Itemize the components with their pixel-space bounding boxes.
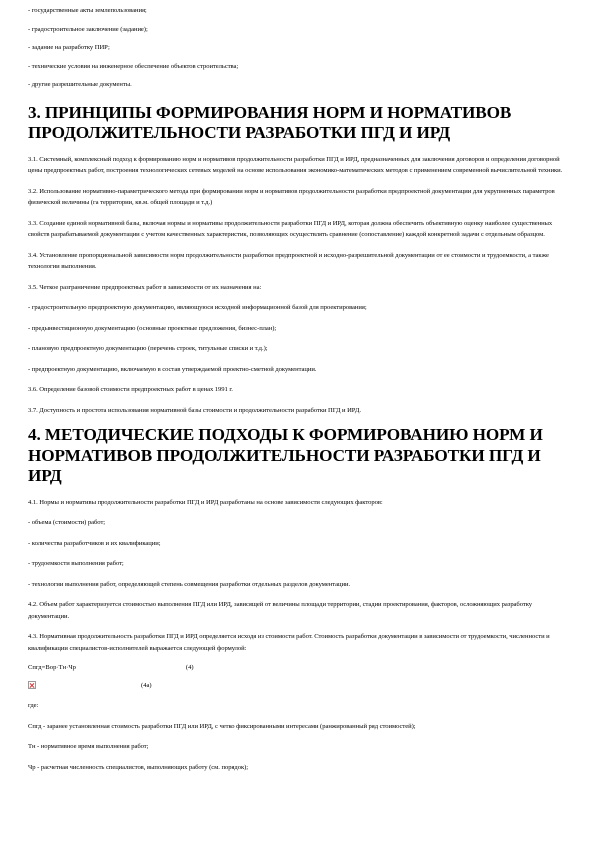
document-page <box>28 0 568 773</box>
list-item: - государственные акты землепользования; <box>28 7 147 14</box>
list-item: - объема (стоимости) работ; <box>28 519 106 526</box>
list-item: - другие разрешительные документы. <box>28 81 132 88</box>
definition: Спгд - заранее установленная стоимость разработки ПГД или ИРД, с четко фиксированными интересами (ранжированный ряд стоимостей); <box>28 722 416 730</box>
paragraph: 3.1. Системный, комплексный подход к формированию норм и нормативов продолжительности разработки ПГД и ИРД, предназначенных для заключения договоров и определения договорной цены предпроектных работ, построения технологических сетевых моделей на основе использования экономико-математических методов с применением современной вычислительной техники. <box>28 155 563 174</box>
list-item: - градостроительное заключение (задание); <box>28 25 148 33</box>
definition: Чр - расчетная численность специалистов, выполняющих работу (см. порядок); <box>28 763 249 771</box>
section-3-body <box>28 154 568 417</box>
list-item: - предпроектную документацию, включаемую в состав утверждаемой проектно-сметной документации. <box>28 365 317 373</box>
list-item: - технологии выполнения работ, определяющей степень совмещения разработки отдельных разделов документации. <box>28 580 351 588</box>
list-item: - плановую предпроектную документацию (перечень строек, титульные списки и т.д.); <box>28 345 268 352</box>
paragraph: 4.3. Нормативная продолжительность разработки ПГД и ИРД определяется исходя из стоимости работ. Стоимость разработки документации в зависимости от трудоемкости, численности и квалификации специалистов-исполнителей выражается следующей формулой: <box>28 633 550 652</box>
formula-row <box>28 661 568 673</box>
list-item: - предынвестиционную документацию (основные проектные предложения, бизнес-план); <box>28 324 277 332</box>
top-list <box>28 0 568 91</box>
formula-number: (4а) <box>141 681 152 689</box>
section-4-heading: 4. МЕТОДИЧЕСКИЕ ПОДХОДЫ К ФОРМИРОВАНИЮ НОРМ И НОРМАТИВОВ ПРОДОЛЖИТЕЛЬНОСТИ РАЗРАБОТКИ ПГД И ИРД <box>28 425 543 485</box>
broken-image-icon <box>28 681 36 689</box>
definition: Тн - нормативное время выполнения работ; <box>28 743 149 750</box>
paragraph: 3.4. Установление пропорциональной зависимости норм продолжительности разработки предпроектной и исходно-разрешительной документации от ее стоимости и трудоемкости, а также технологии выполнения. <box>28 251 549 270</box>
list-item: - количества разработчиков и их квалификации; <box>28 539 161 547</box>
section-4-body <box>28 497 568 774</box>
formula-image-row <box>28 677 568 693</box>
formula: Спгд=Вор·Тн·Чр <box>28 663 76 671</box>
formula-number: (4) <box>185 663 194 671</box>
list-item: - задание на разработку ПИР; <box>28 44 110 51</box>
paragraph: 4.2. Объем работ характеризуется стоимостью выполнения ПГД или ИРД, зависящей от величины площади территории, стадии проектирования, факторов, осложняющих разработку документации. <box>28 601 533 620</box>
paragraph: 3.3. Создание единой нормативной базы, включая нормы и нормативы продолжительности разработки ПГД и ИРД, которая должна обеспечить объективную оценку наиболее существенных свойств разрабатываемой документации с учетом качественных характеристик, позволяющих осуществлять сравнение (сопоставление) каждой конкретной задачи с отдельным образцом. <box>28 219 553 238</box>
section-3-heading: 3. ПРИНЦИПЫ ФОРМИРОВАНИЯ НОРМ И НОРМАТИВОВ ПРОДОЛЖИТЕЛЬНОСТИ РАЗРАБОТКИ ПГД И ИРД <box>28 102 512 142</box>
paragraph: 3.2. Использование нормативно-параметрического метода при формировании норм и нормативов продолжительности разработки предпроектной документации для укрупненных параметров физической величины (га территории, кв.м. общей площади и т.д.) <box>28 187 555 206</box>
paragraph: 3.7. Доступность и простота использования нормативной базы стоимости и продолжительности разработки ПГД и ИРД. <box>28 406 361 414</box>
list-item: - трудоемкости выполнения работ; <box>28 560 124 567</box>
paragraph: 3.6. Определение базовой стоимости предпроектных работ в ценах 1991 г. <box>28 386 233 393</box>
where-label: где: <box>28 702 39 709</box>
list-item: - технические условия на инженерное обеспечение объектов строительства; <box>28 62 239 70</box>
paragraph: 3.5. Четкое разграничение предпроектных работ в зависимости от их назначения на: <box>28 283 262 291</box>
paragraph: 4.1. Нормы и нормативы продолжительности разработки ПГД и ИРД разработаны на основе зависимости следующих факторов: <box>28 498 383 506</box>
list-item: - градостроительную предпроектную документацию, являющуюся исходной информационной базой для проектирования; <box>28 304 367 311</box>
